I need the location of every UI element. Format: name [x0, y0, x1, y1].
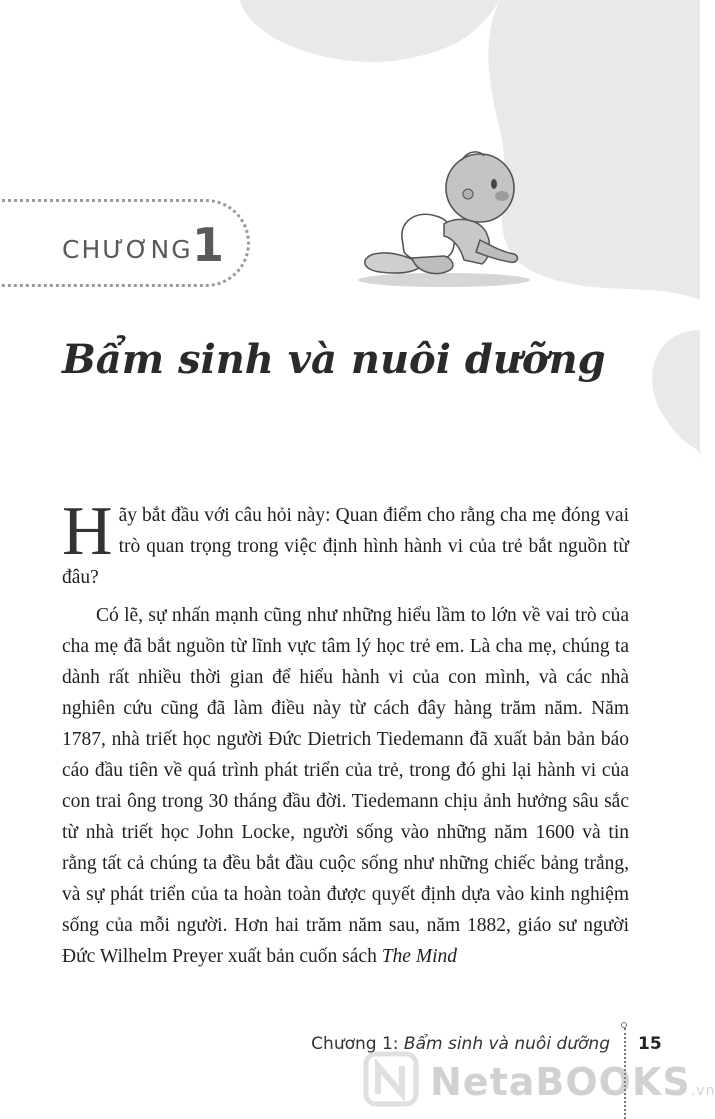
body-text: [62, 493, 629, 972]
watermark-suffix: .vn: [690, 1083, 715, 1099]
paragraph-1: [62, 493, 629, 593]
paragraph-2-text: Có lẽ, sự nhấn mạnh cũng như những hiểu lầm to lớn về vai trò của cha mẹ đã bắt nguồn từ lĩnh vực tâm lý học trẻ em. Là cha mẹ, chúng ta dành rất nhiều thời gian để hiểu hành vi của con mình, và các nhà nghiên cứu cũng đã làm điều này từ cách đây hàng trăm năm. Năm 1787, nhà triết học người Đức Dietrich Tiedemann đã xuất bản bản báo cáo đầu tiên về quá trình phát triển của trẻ, trong đó ghi lại hành vi của con trai ông trong 30 tháng đầu đời. Tiedemann chịu ảnh hưởng sâu sắc từ nhà triết học John Locke, người sống vào những năm 1600 và tin rằng tất cả chúng ta đều bắt đầu cuộc sống như những chiếc bảng trắng, và sự phát triển của ta hoàn toàn được quyết định dựa vào kinh nghiệm sống của mỗi người. Hơn hai trăm năm sau, năm 1882, giáo sư người Đức Wilhelm Preyer xuất bản cuốn sách: [62, 605, 629, 967]
footer-chapter-label: Chương 1:: [311, 1034, 404, 1054]
page-number: 15: [638, 1034, 662, 1054]
book-title-italic: The Mind: [381, 946, 457, 967]
chapter-number: 1: [192, 218, 225, 272]
paragraph-1-text: ãy bắt đầu với câu hỏi này: Quan điểm cho rằng cha mẹ đóng vai trò quan trọng trong việc định hình hành vi của trẻ bắt nguồn từ đâu?: [62, 505, 629, 588]
watermark-text: [430, 1060, 715, 1104]
drop-cap: H: [62, 493, 113, 570]
chapter-label: CHƯƠNG: [62, 235, 193, 264]
watermark-brand: NetaBOOKS: [430, 1060, 691, 1104]
footer-chapter-title: Bẩm sinh và nuôi dưỡng: [403, 1034, 610, 1054]
chapter-title: Bẩm sinh và nuôi dưỡng: [62, 336, 606, 383]
paragraph-2: [62, 600, 629, 972]
crawling-baby-illustration: [352, 140, 532, 290]
